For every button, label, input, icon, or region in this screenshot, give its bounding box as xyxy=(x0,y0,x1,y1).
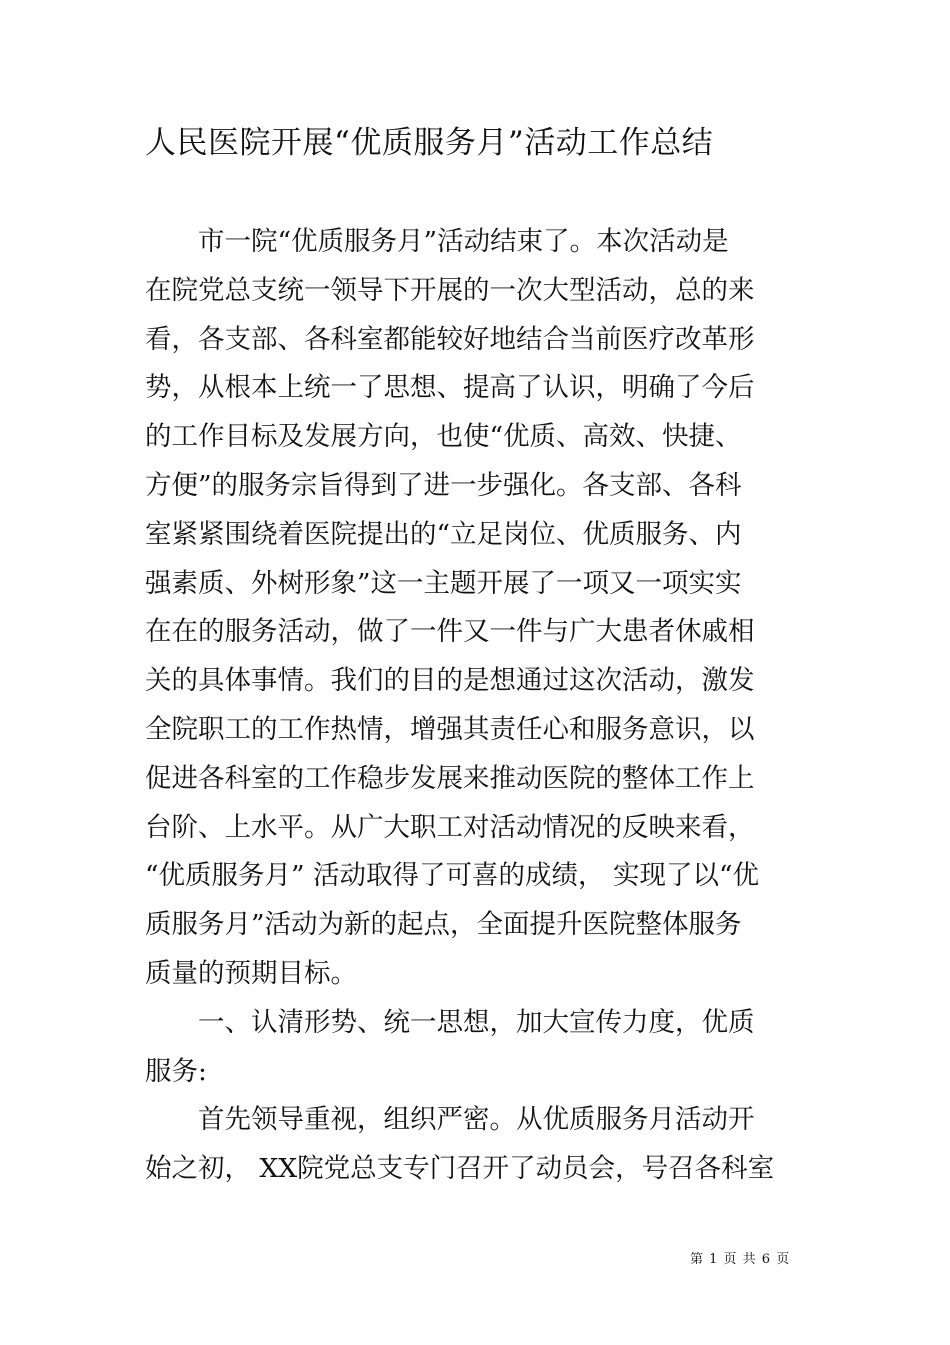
section-heading-line: 一、认清形势、统一思想，加大宣传力度，优质 xyxy=(145,1006,755,1038)
body-line: 市一院“优质服务月”活动结束了。本次活动是 xyxy=(145,226,729,257)
body-line: 全院职工的工作热情，增强其责任心和服务意识，以 xyxy=(145,713,755,745)
body-line: 关的具体事情。我们的目的是想通过这次活动，激发 xyxy=(145,665,755,697)
page-number-footer: 第 1 页 共 6 页 xyxy=(690,1252,791,1267)
body-line: 首先领导重视，组织严密。从优质服务月活动开 xyxy=(145,1104,755,1136)
body-line: 强素质、外树形象”这一主题开展了一项又一项实实 xyxy=(145,567,742,599)
body-line: 看，各支部、各科室都能较好地结合当前医疗改革形 xyxy=(145,323,755,355)
body-line: 质量的预期目标。 xyxy=(145,957,357,989)
body-line: 势，从根本上统一了思想、提高了认识，明确了今后 xyxy=(145,372,755,404)
body-line: 室紧紧围绕着医院提出的“立足岗位、优质服务、内 xyxy=(145,518,742,550)
body-line: “优质服务月” 活动取得了可喜的成绩， 实现了以“优 xyxy=(145,860,759,892)
section-heading-line: 服务: xyxy=(145,1055,207,1087)
body-line: 在院党总支统一领导下开展的一次大型活动，总的来 xyxy=(145,274,755,306)
body-line: 台阶、上水平。从广大职工对活动情况的反映来看， xyxy=(145,811,755,843)
body-line: 促进各科室的工作稳步发展来推动医院的整体工作上 xyxy=(145,762,755,794)
body-line: 方便”的服务宗旨得到了进一步强化。各支部、各科 xyxy=(145,469,742,501)
document-title: 人民医院开展“优质服务月”活动工作总结 xyxy=(145,125,714,161)
body-line: 的工作目标及发展方向，也使“优质、高效、快捷、 xyxy=(145,421,742,453)
body-line: 在在的服务活动，做了一件又一件与广大患者休戚相 xyxy=(145,616,755,648)
body-line: 始之初， XX院党总支专门召开了动员会，号召各科室 xyxy=(145,1153,775,1185)
body-line: 质服务月”活动为新的起点，全面提升医院整体服务 xyxy=(145,909,742,941)
document-body xyxy=(145,218,815,1194)
